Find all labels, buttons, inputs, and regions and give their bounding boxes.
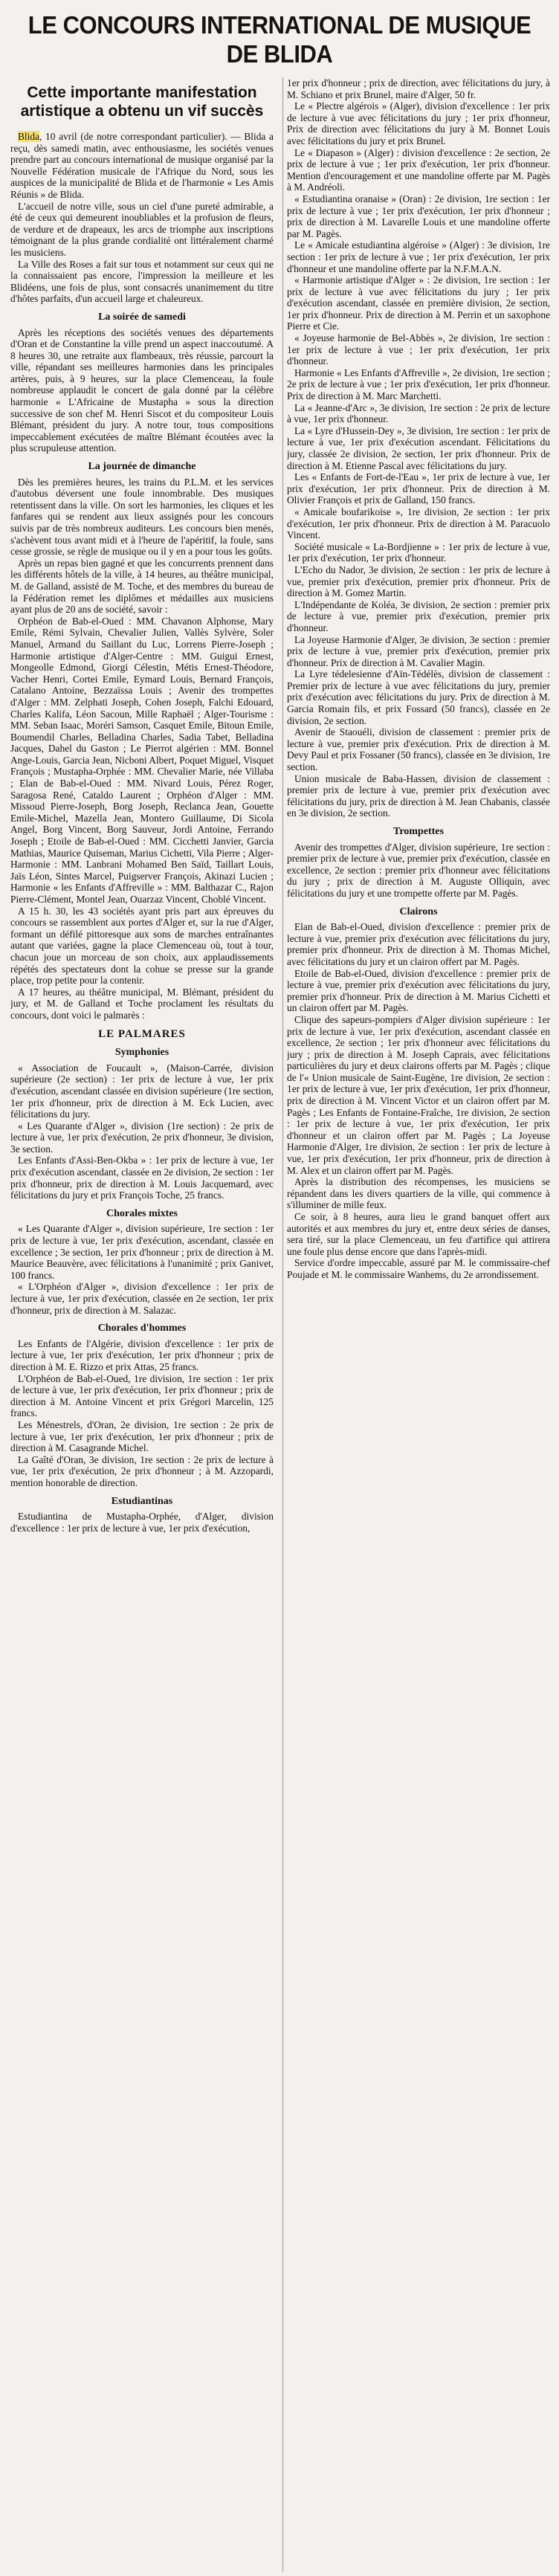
- paragraph: L'accueil de notre ville, sous un ciel d'une pureté admirable, a été de ceux qui demeurent inoubliables et la profusion de fleurs, de verdure et de drapeaux, les arcs de triomphe aux inscriptions témoignant de la plus grande cordialité ont littéralement charmé les musiciens.: [10, 200, 274, 258]
- paragraph: A 15 h. 30, les 43 sociétés ayant pris part aux épreuves du concours se rassemblent aux portes d'Alger et, sur la rue d'Alger, formant un défilé pittoresque aux sons de marches entraînantes autant que variées, gagne la place Clemenceau où, tout à tour, chacun joue un morceau de son choix, aux applaudissements répétés des spectateurs dont la cohue se presse sur la grande place, trop petite pour la contenir.: [10, 905, 274, 987]
- paragraph: La Ville des Roses a fait sur tous et notamment sur ceux qui ne la connaissaient pas encore, l'impression la meilleure et les Blidéens, une fois de plus, sont consacrés unanimement du titre d'hôtes parfaits, d'un accueil large et chaleureux.: [10, 258, 274, 305]
- paragraph: « Harmonie artistique d'Alger » : 2e division, 1re section : 1er prix de lecture à vue avec félicitations du jury ; 1er prix d'exécution ascendant, classée en première division, 2e section, 1er prix d'honneur. Prix de direction à M. Perrin et un saxophone Pierre et Cie.: [287, 274, 550, 332]
- paragraph: Service d'ordre impeccable, assuré par M. le commissaire-chef Poujade et M. le commissaire Wanhems, du 2e arrondissement.: [287, 1257, 550, 1280]
- paragraph: « Estudiantina oranaise » (Oran) : 2e division, 1re section : 1er prix de lecture à vue ; 1er prix d'exécution, 1er prix d'honneur ; prix de direction à M. Lavarelle Louis et une mandoline offerte par M. Pagès.: [287, 193, 550, 239]
- paragraph: Après la distribution des récompenses, les musiciens se répandent dans les divers quartiers de la ville, qui commence à s'illuminer de mille feux.: [287, 1176, 550, 1211]
- paragraph: Dès les premières heures, les trains du P.L.M. et les services d'autobus déversent une foule innombrable. Des musiques retentissent dans la ville. On sort les harmonies, les cliques et les fanfares qui se rendent aux lieux assignés pour les concours suivis par de très nombreux auditeurs. Les concours bien menés, s'achèvent tous avant midi et à l'heure de l'apéritif, la foule, sans cesse grossie, se règle de musique ou il y en a pour tous les goûts.: [10, 476, 274, 558]
- paragraph: Après les réceptions des sociétés venues des départements d'Oran et de Constantine la ville prend un aspect inaccoutumé. A 8 heures 30, une retraite aux flambeaux, très réussie, parcourt la ville, répandant ses meilleures harmonies dans les principales artères, puis, à 9 heures, sur la place Clemenceau, la foule nombreuse applaudit le concert de gala donné par la célèbre harmonie « L'Africaine de Mustapha » sous la direction successive de son chef M. Henri Siscot et du compositeur Louis Blémant, président du jury. A notre tour, tous compositions impeccablement exécutées de maître Blémant écoutées avec la plus scrupuleuse attention.: [10, 326, 274, 454]
- paragraph: Le « Plectre algérois » (Alger), division d'excellence : 1er prix de lecture à vue avec félicitations du jury ; 1er prix d'honneur, Prix de direction avec félicitations du jury à M. Bonnet Louis avec félicitations du jury et prix Brunel.: [287, 100, 550, 146]
- section-heading: Chorales mixtes: [106, 1207, 178, 1219]
- article-body: [10, 77, 549, 2572]
- paragraph: Après un repas bien gagné et que les concurrents prennent dans les différents hôtels de la ville, à 14 heures, au théâtre municipal, M. de Galland, assisté de M. Toche, et des membres du bureau de la Fédération remet les diplômes et médailles aux musiciens ayant plus de 20 ans de société, savoir :: [10, 557, 274, 616]
- column-divider: [282, 77, 283, 2572]
- paragraph: Union musicale de Baba-Hassen, division de classement : premier prix de lecture à vue, premier prix d'exécution avec félicitations du jury, prix de direction à M. Jean Chabanis, classée en 3e division, 2e section.: [287, 772, 550, 819]
- paragraph-text: , 10 avril (de notre correspondant particulier). — Blida a reçu, dès samedi matin, avec enthousiasme, les sociétés venues prendre part au concours international de musique organisé par la Nouvelle Fédération musicale de l'Afrique du Nord, sous les auspices de la municipalité de Blida et de l'harmonie « Les Amis Réunis » de Blida.: [10, 131, 274, 200]
- paragraph: « Les Quarante d'Alger », division (1re section) : 2e prix de lecture à vue, 1er prix d'exécution, 2e prix d'honneur, 3e division, 3e section.: [10, 1120, 274, 1155]
- paragraph: A 17 heures, au théâtre municipal, M. Blémant, président du jury, et M. de Galland et Toche proclament les résultats du concours, dont voici le palmarès :: [10, 986, 274, 1021]
- section-heading: Chorales d'hommes: [97, 1323, 187, 1334]
- headline: LE CONCOURS INTERNATIONAL DE MUSIQUE DE BLIDA: [28, 11, 531, 68]
- paragraph: Ce soir, à 8 heures, aura lieu le grand banquet offert aux autorités et aux membres du jury et, entre deux séries de danses, sera tiré, sur la place Clemenceau, un feu d'artifice qui attirera une foule plus dense encore que dans l'après-midi.: [287, 1211, 550, 1257]
- column-left: [10, 77, 274, 2572]
- paragraph: « Amicale boufarikoise », 1re division, 2e section : 1er prix d'exécution, 1er prix d'honneur. Prix de direction à M. Paracuolo Vincent.: [287, 506, 550, 541]
- paragraph: Harmonie « Les Enfants d'Affreville », 2e division, 1re section ; 2e prix de lecture à vue ; 1er prix d'exécution, 1er prix d'honneur. Prix de direction à M. Marc Marchetti.: [287, 367, 550, 402]
- column-right-text: [287, 77, 550, 1281]
- paragraph: « Les Quarante d'Alger », division supérieure, 1re section : 1er prix de lecture à vue, 1er prix d'exécution, ascendant, classée en excellence ; 3e section, 1er prix d'honneur ; prix de direction à M. Maurice Beauvère, avec félicitations à l'unanimité ; prix Ganivet, 100 francs.: [10, 1223, 274, 1281]
- paragraph: Estudiantina de Mustapha-Orphée, d'Alger, division d'excellence : 1er prix de lecture à vue, 1er prix d'exécution,: [10, 1511, 274, 1534]
- section-heading: Clairons: [399, 906, 438, 917]
- paragraph: La Gaîté d'Oran, 3e division, 1re section : 2e prix de lecture à vue, 1er prix d'exécution, 2e prix d'honneur ; à M. Azzopardi, mention honorable de direction.: [10, 1453, 274, 1488]
- section-heading: Estudiantinas: [111, 1495, 173, 1507]
- column-right: [287, 77, 550, 2572]
- paragraph: « L'Orphéon d'Alger », division d'excellence : 1er prix de lecture à vue, 1er prix d'exécution, classée en 2e section, 1er prix d'honneur, prix de direction à M. Salazac.: [10, 1281, 274, 1316]
- paragraph: 1er prix d'honneur ; prix de direction, avec félicitations du jury, à M. Schiano et prix Brunel, maire d'Alger, 50 fr.: [287, 77, 550, 100]
- paragraph: Le « Diapason » (Alger) : division d'excellence : 2e section, 2e prix de lecture à vue ; 1er prix d'exécution, 1er prix d'honneur. Mention d'encouragement et une mandoline offerte par M. Pagès à M. Andréoli.: [287, 146, 550, 193]
- paragraph: Les Enfants d'Assi-Ben-Okba » : 1er prix de lecture à vue, 1er prix d'exécution ascendant, classée en 2e division, 2e section : 1er prix d'honneur, prix de direction à M. Louis Jacquemard, avec félicitations du jury et prix François Toche, 25 francs.: [10, 1155, 274, 1201]
- highlighted-word: Blida: [18, 131, 40, 142]
- paragraph: L'Orphéon de Bab-el-Oued, 1re division, 1re section : 1er prix de lecture à vue, 1er prix d'exécution, 1er prix d'honneur ; prix de direction à M. Antoine Vincent et prix Grégori Marcelin, 125 francs.: [10, 1372, 274, 1419]
- paragraph: Etoile de Bab-el-Oued, division d'excellence : premier prix de lecture à vue, premier prix d'exécution avec félicitations du jury, premier prix d'honneur. Prix de direction à M. Marius Cichetti et un clairon offert par M. Pagès.: [287, 967, 550, 1014]
- paragraph: La Lyre tédelesienne d'Aïn-Tédélès, division de classement : Premier prix de lecture à vue avec félicitations du jury, premier prix d'exécution avec félicitations du jury. Prix de direction à M. Garcia Romain fils, et prix Fossard (50 francs), classée en 2e division, 2e section.: [287, 668, 550, 726]
- section-heading: Trompettes: [393, 826, 444, 837]
- paragraph: L'Echo du Nador, 3e division, 2e section : 1er prix de lecture à vue, premier prix d'exécution, premier prix d'honneur. Prix de direction à M. Gomez Martin.: [287, 564, 550, 599]
- paragraph: Avenir de Staouéli, division de classement : premier prix de lecture à vue, premier prix d'exécution. Prix de direction à M. Devy Paul et prix Fossaner (50 francs), classée en 3e division, 1re section.: [287, 726, 550, 773]
- subheadline: Cette importante manifestation artistique a obtenu un vif succès: [20, 84, 264, 120]
- paragraph: La « Jeanne-d'Arc », 3e division, 1re section : 2e prix de lecture à vue, 1er prix d'honneur.: [287, 401, 550, 425]
- paragraph: Clique des sapeurs-pompiers d'Alger division supérieure : 1er prix de lecture à vue, 1er prix d'exécution, ascendant classée en excellence, 2e section ; 1er prix d'honneur avec félicitations du jury ; prix de direction à M. Joseph Caprais, avec félicitations particulières du jury et deux clairons offerts par M. Pagès ; clique de l'« Union musicale de Saint-Eugène, 1re division, 2e section : 1er prix de lecture à vue, 1er prix d'exécution, 1er prix d'honneur, prix de direction à M. Vincent Victor et un clairon offert par M. Pagès ; Les Enfants de Fontaine-Fraîche, 1re division, 2e section : 1er prix de lecture à vue, 1er prix d'exécution, 1er prix d'honneur et un clairon offert par M. Pagès ; La Joyeuse Harmonie d'Alger, 1re division, 2e section : 1er prix de lecture à vue, 1er prix d'exécution, 1er prix d'honneur, prix de direction à M. Alex et un clairon offert par M. Pagès.: [287, 1013, 550, 1176]
- paragraph: Les Enfants de l'Algérie, division d'excellence : 1er prix de lecture à vue, 1er prix d'exécution, 1er prix d'honneur ; prix de direction à M. E. Rizzo et prix Attas, 25 francs.: [10, 1337, 274, 1372]
- section-heading: La journée de dimanche: [88, 461, 196, 473]
- column-left-text: [10, 131, 274, 1534]
- paragraph: « Association de Foucault », (Maison-Carrée, division supérieure (2e section) : 1er prix de lecture à vue, 1er prix d'exécution, ascendant classée en division supérieure (1re section, 1er prix d'honneur, prix de direction à M. Eck Lucien, avec félicitations du jury.: [10, 1062, 274, 1120]
- section-heading: Symphonies: [114, 1047, 169, 1059]
- paragraph: Société musicale « La-Bordjienne » : 1er prix de lecture à vue, 1er prix d'exécution, 1er prix d'honneur.: [287, 540, 550, 564]
- section-heading: La soirée de samedi: [98, 311, 186, 323]
- paragraph: [10, 131, 274, 201]
- paragraph: La Joyeuse Harmonie d'Alger, 3e division, 3e section : premier prix de lecture à vue, premier prix d'exécution, premier prix d'honneur. Prix de direction à M. Cavalier Magin.: [287, 633, 550, 668]
- paragraph: Les « Enfants de Fort-de-l'Eau », 1er prix de lecture à vue, 1er prix d'exécution, 1er prix d'honneur. Prix de direction à M. Olivier François et prix de Galland, 150 francs.: [287, 471, 550, 506]
- paragraph: Les Ménestrels, d'Oran, 2e division, 1re section : 2e prix de lecture à vue, 1er prix d'exécution, 1er prix d'honneur ; prix de direction à M. Casagrande Michel.: [10, 1418, 274, 1454]
- paragraph: « Joyeuse harmonie de Bel-Abbès », 2e division, 1re section : 1er prix de lecture à vue ; 1er prix d'exécution, 1er prix d'honneur.: [287, 332, 550, 367]
- paragraph: Avenir des trompettes d'Alger, division supérieure, 1re section : premier prix de lecture à vue, premier prix d'exécution, classée en excellence, 2e section : premier prix d'honneur avec félicitations du jury ; prix de direction à M. Auguste Olliquin, avec félicitations du jury et une trompette offerte par M. Pagès.: [287, 841, 550, 899]
- paragraph: Orphéon de Bab-el-Oued : MM. Chavanon Alphonse, Mary Emile, Rémi Sylvain, Chevalier Julien, Vallès Sylvère, Soler Manuel, Armand du Saillant du Luc, Lorrens Pierre-Joseph ; Harmonie artistique d'Alger-Centre : MM. Guigui Ernest, Mongeolle Edmond, Giorgi Célestin, Métis Ernest-Théodore, Vacher Henri, Cortei Emile, Eymard Louis, Bernard François, Catalano Antoine, Bezzaïssa Louis ; Avenir des trompettes d'Alger : MM. Zelphati Joseph, Cohen Joseph, Falchi Edouard, Charles Kalifa, Léon Sacoun, Mille Raphaël ; Alger-Tourisme : MM. Seban Isaac, Moréri Samson, Casquet Emile, Bitoun Emile, Boumendil Charles, Belladina Charles, Sadia Tabet, Belladina Jacques, Dahel du Gaston ; Le Pierrot algérien : MM. Bonnel Ange-Louis, Garcia Jean, Nicboni Albert, Poquet Miguel, Visquet François ; Mustapha-Orphée : MM. Chevalier Marie, née Villaba ; Elan de Bab-el-Oued : MM. Nivard Louis, Pérez Roger, Saragosa René, Cataldo Laurent ; Orphéon d'Alger : MM. Missoud Pierre-Joseph, Borg Joseph, Reclanca Jean, Gouette Emile-Michel, Mazella Jean, Montero Guillaume, Di Sicola Angel, Borg Vincent, Borg Sauveur, Jordi Antoine, Ferrando Joseph ; Etoile de Bab-el-Oued : MM. Cicchetti Janvier, Garcia Mathias, Maurice Quiseman, Marius Cichetti, Vila Pierre ; Alger-Harmonie : MM. Lanbrani Mohamed Ben Saïd, Taillart Louis, Jaïs Léon, Sintes Marcel, Puigserver François, Akinazi Lucien ; Harmonie « les Enfants d'Affreville » : MM. Balthazar C., Rajon Pierre-Clément, Montel Jean, Ouarzaz Vincent, Choblé Vincent.: [10, 615, 274, 905]
- palmares-heading: LE PALMARES: [98, 1027, 186, 1040]
- paragraph: Elan de Bab-el-Oued, division d'excellence : premier prix de lecture à vue, premier prix d'exécution avec félicitations du jury, premier prix d'honneur. Prix de direction à M. Thomas Michel, avec félicitations du jury et un clairon offert par M. Pagès.: [287, 921, 550, 967]
- paragraph: Le « Amicale estudiantina algéroise » (Alger) : 3e division, 1re section : 1er prix de lecture à vue ; 1er prix d'exécution, 1er prix d'honneur et une mandoline offerte par la N.F.M.A.N.: [287, 239, 550, 274]
- paragraph: La « Lyre d'Hussein-Dey », 3e division, 1re section : 1er prix de lecture à vue, 1er prix d'exécution ascendant. Félicitations du jury, classée 2e division, 2e section, 1er prix d'honneur. Prix de direction à M. Etienne Pascal avec félicitations du jury.: [287, 425, 550, 471]
- paragraph: L'Indépendante de Koléa, 3e division, 2e section : premier prix de lecture à vue, premier prix d'exécution, premier prix d'honneur.: [287, 598, 550, 633]
